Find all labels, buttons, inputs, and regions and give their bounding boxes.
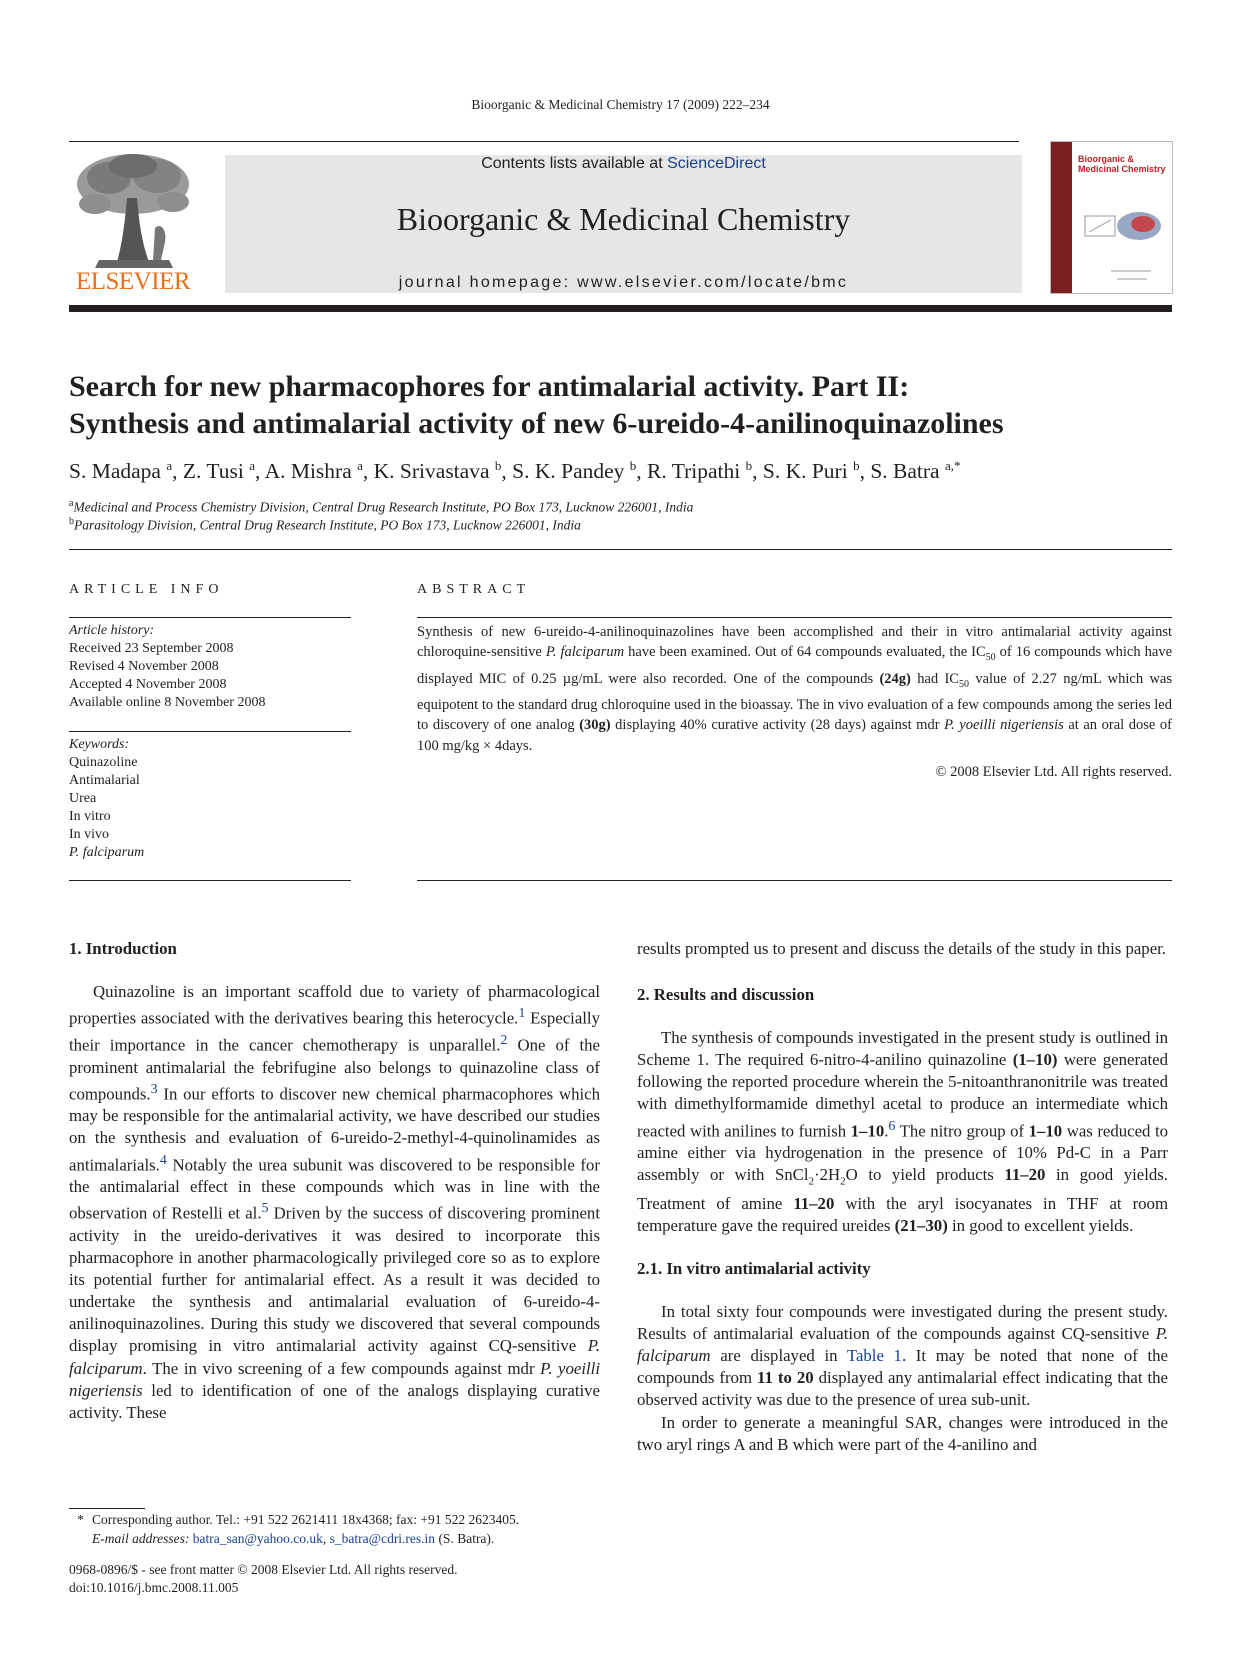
publisher-name: ELSEVIER	[75, 268, 191, 295]
keyword: In vivo	[69, 827, 110, 842]
author: S. K. Puri $^b$,	[762, 458, 871, 484]
intro-continuation: results prompted us to present and discuss the details of the study in this paper.	[637, 939, 1166, 958]
article-title-line: Synthesis and antimalarial activity of new 6-ureido-4-anilinoquinazolines	[69, 407, 1004, 440]
front-matter-note	[69, 1561, 629, 1597]
author-list	[69, 458, 1172, 484]
abstract-rule	[417, 617, 1172, 618]
cover-title: Bioorganic & Medicinal Chemistry	[1078, 154, 1166, 174]
email-link[interactable]: batra_san@yahoo.co.uk	[192, 1531, 323, 1546]
invitro-paragraph: In order to generate a meaningful SAR, changes were introduced in the two aryl rings A and B which were part of the 4-anilino and	[637, 1412, 1168, 1454]
journal-title: Bioorganic & Medicinal Chemistry	[396, 201, 851, 237]
author: S. Batra $^{a,*}$	[870, 458, 961, 484]
info-rule	[69, 731, 351, 732]
section-heading: 1. Introduction	[69, 939, 177, 958]
abstract-heading: ABSTRACT	[417, 582, 531, 597]
reference-link[interactable]: 2	[500, 1032, 508, 1048]
keyword: In vitro	[69, 809, 111, 824]
abstract-rule	[417, 880, 1172, 881]
contents-prefix: Contents lists available at	[481, 155, 668, 172]
header-rule	[69, 141, 1019, 142]
doi-line[interactable]: doi:10.1016/j.bmc.2008.11.005	[69, 1580, 239, 1595]
history-item: Available online 8 November 2008	[69, 695, 266, 710]
intro-paragraph: Quinazoline is an important scaffold due to variety of pharmacological properties associated with the derivatives bearing this heterocycle.$^1$ Especially their importance in the cancer chemotherapy is unparallel.$^2$ One of the prominent antimalarial the febrifugine also belongs to quinazoline class of compounds.$^3$ In our efforts to discover new chemical pharmacophores which may be responsible for the antimalarial activity, we have described our studies on the synthesis and evaluation of 6-ureido-2-methyl-4-quinolinamides as antimalarials.$^4$ Notably the urea subunit was discovered to be responsible for the antimalarial effect in these compounds which was in line with the observation of Restelli et al.$^5$ Driven by the success of discovering prominent activity in the ureido-derivatives it was desired to incorporate this pharmacophore in another pharmacologically privileged core so as to explore its potential further for antimalarial effect. As a result it was decided to undertake the synthesis and antimalarial evaluation of 6-ureido-4-anilinoquinazolines. During this study we discovered that several compounds display promising in vitro antimalarial activity against CQ-sensitive P. falciparum. The in vivo screening of a few compounds against mdr P. yoeilli nigeriensis led to identification of one of the analogs displaying curative activity. These	[69, 982, 600, 1422]
history-label: Article history:	[69, 623, 155, 638]
info-rule	[69, 617, 351, 618]
keywords-label: Keywords:	[69, 737, 130, 752]
title-block-rule	[69, 549, 1172, 550]
history-item: Revised 4 November 2008	[69, 659, 219, 674]
article-info-heading: ARTICLE INFO	[69, 582, 224, 597]
journal-homepage[interactable]: journal homepage: www.elsevier.com/locate/bmc	[398, 274, 849, 291]
info-rule	[69, 880, 351, 881]
body-column-right	[637, 938, 1168, 1456]
author: S. K. Pandey $^b$,	[512, 458, 648, 484]
author: R. Tripathi $^b$,	[647, 458, 763, 484]
body-column-left	[69, 938, 600, 1424]
publisher-logo	[69, 150, 197, 296]
subsection-heading: 2.1. In vitro antimalarial activity	[637, 1258, 871, 1278]
corresponding-footnote	[69, 1506, 600, 1548]
cover-footer-mark	[1117, 278, 1147, 280]
affiliation: $^a$Medicinal and Process Chemistry Division, Central Drug Research Institute, PO Box 173, Lucknow 226001, India	[69, 498, 694, 515]
contents-line	[225, 155, 1022, 173]
tree-logo-icon	[69, 150, 197, 270]
footnote-line: * Corresponding author. Tel.: +91 522 2621411 18x4368; fax: +91 522 2623405.	[77, 1512, 520, 1527]
abstract-copyright: © 2008 Elsevier Ltd. All rights reserved.	[935, 764, 1172, 780]
journal-citation: Bioorganic & Medicinal Chemistry 17 (2009) 222–234	[471, 97, 770, 112]
email-link[interactable]: s_batra@cdri.res.in	[329, 1531, 436, 1546]
keyword: Quinazoline	[69, 755, 138, 770]
abstract-text: Synthesis of new 6-ureido-4-anilinoquinazolines have been accomplished and their in vitro antimalarial activity against chloroquine-sensitive P. falciparum have been examined. Out of 64 compounds evaluated, the $IC_{50}$ of 16 compounds which have displayed MIC of 0.25 µg/mL were also recorded. One of the compounds (24g) had $IC_{50}$ value of 2.27 ng/mL which was equipotent to the standard drug chloroquine used in the bioassay. The in vivo evaluation of a few compounds among the series led to discovery of one analog (30g) displaying 40% curative activity (28 days) against mdr P. yoeilli nigeriensis at an oral dose of 100 mg/kg × 4days.	[417, 624, 1173, 754]
reference-link[interactable]: 3	[150, 1081, 158, 1097]
table-link[interactable]: Table 1	[846, 1346, 902, 1366]
issn-line: 0968-0896/$ - see front matter © 2008 Elsevier Ltd. All rights reserved.	[69, 1562, 458, 1577]
keyword: Urea	[69, 791, 97, 806]
results-paragraph: The synthesis of compounds investigated in the present study is outlined in Scheme 1. The required 6-nitro-4-anilino quinazoline (1–10) were generated following the reported procedure wherein the 5-nitoanthranonitrile was treated with dimethylformamide dimethyl acetal to produce an intermediate which reacted with anilines to furnish 1–10.$^6$ The nitro group of 1–10 was reduced to amine either via hydrogenation in the presence of 10% Pd-C in a Parr assembly or with $SnCl_2\cdot 2H_2O$ to yield products 11–20 in good yields. Treatment of amine 11–20 with the aryl isocyanates in THF at room temperature gave the required ureides (21–30) in good to excellent yields.	[637, 1028, 1168, 1235]
article-history	[69, 622, 351, 712]
author: Z. Tusi $^a$,	[182, 458, 265, 484]
article-title	[69, 368, 1172, 442]
section-heading: 2. Results and discussion	[637, 985, 815, 1005]
author: K. Srivastava $^b$,	[373, 458, 513, 484]
reference-link[interactable]: 6	[888, 1118, 896, 1134]
history-item: Accepted 4 November 2008	[69, 677, 227, 692]
keyword-list	[69, 736, 351, 862]
reference-link[interactable]: 1	[518, 1006, 526, 1022]
reference-link[interactable]: 5	[261, 1201, 269, 1217]
history-item: Received 23 September 2008	[69, 641, 234, 656]
author: S. Madapa $^a$,	[69, 458, 183, 484]
keyword: Antimalarial	[69, 773, 140, 788]
journal-cover	[1050, 141, 1173, 294]
reference-link[interactable]: 4	[159, 1152, 167, 1168]
cover-molecule-icon	[1081, 206, 1165, 246]
cover-spine	[1051, 142, 1072, 293]
journal-banner	[225, 155, 1022, 293]
article-title-line: Search for new pharmacophores for antimalarial activity. Part II:	[69, 370, 910, 403]
author: A. Mishra $^a$,	[264, 458, 374, 484]
keyword: P. falciparum	[69, 845, 145, 860]
affiliation: $^b$Parasitology Division, Central Drug Research Institute, PO Box 173, Lucknow 226001, India	[69, 516, 581, 533]
cover-footer-mark	[1111, 270, 1151, 272]
sciencedirect-link[interactable]: ScienceDirect	[667, 155, 766, 172]
header-thick-rule	[69, 305, 1172, 312]
invitro-paragraph: In total sixty four compounds were investigated during the present study. Results of antimalarial evaluation of the compounds against CQ-sensitive P. falciparum are displayed in Table 1. It may be noted that none of the compounds from 11 to 20 displayed any antimalarial effect indicating that the observed activity was due to the presence of urea sub-unit.	[637, 1302, 1169, 1410]
footnote-line: E-mail addresses: batra_san@yahoo.co.uk, s_batra@cdri.res.in (S. Batra).	[92, 1531, 495, 1546]
